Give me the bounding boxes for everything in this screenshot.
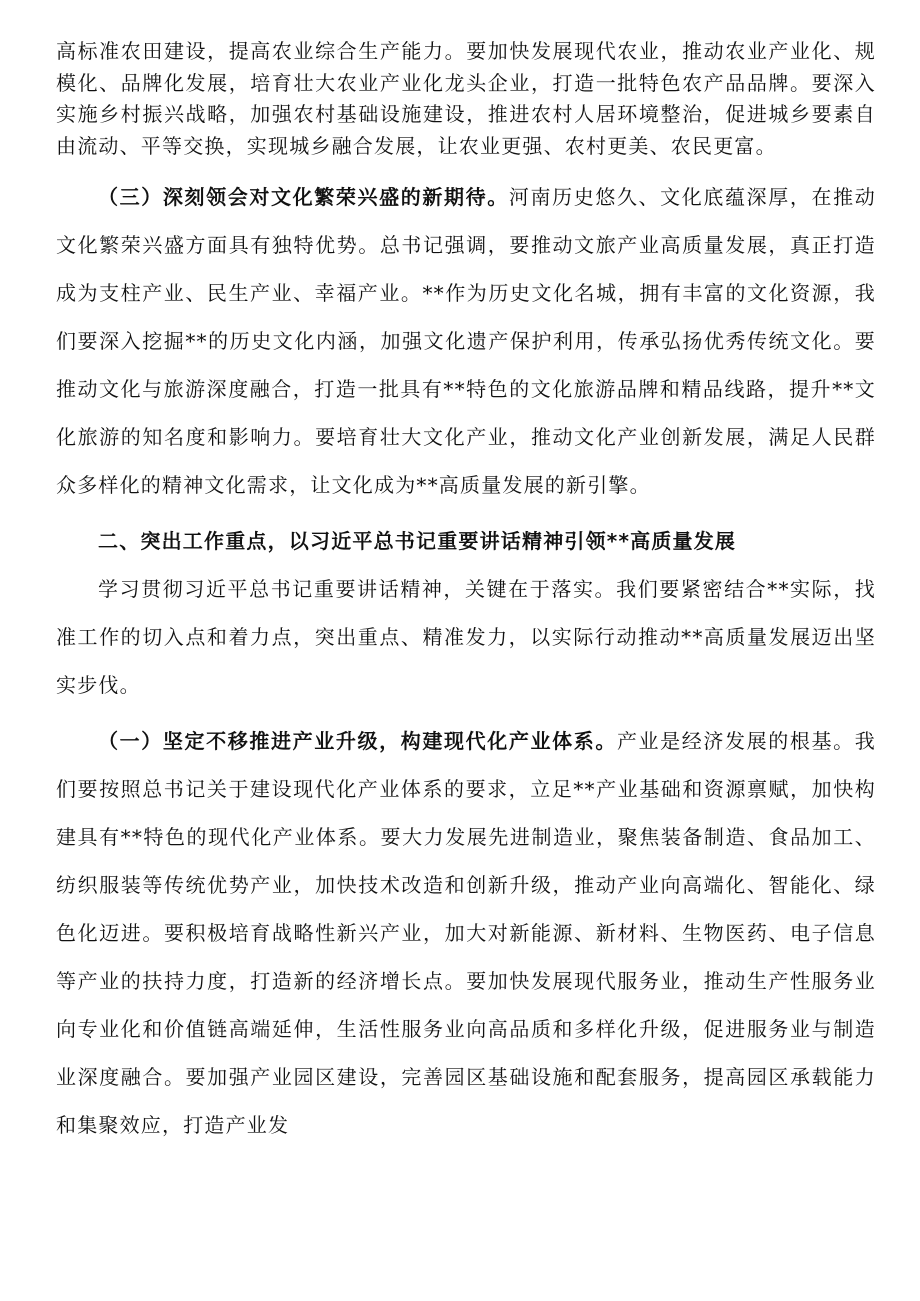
subheading-industry: （一）坚定不移推进产业升级，构建现代化产业体系。 xyxy=(98,729,617,753)
paragraph-rural-development: 高标准农田建设，提高农业综合生产能力。要加快发展现代农业，推动农业产业化、规模化、品牌化发展，培育壮大农业产业化龙头企业，打造一批特色农产品品牌。要深入实施乡村振兴战略，加强农村基础设施建设，推进农村人居环境整治，促进城乡要素自由流动、平等交换，实现城乡融合发展，让农业更强、农村更美、农民更富。 xyxy=(56,39,876,158)
paragraph-culture-prosperity xyxy=(56,173,876,509)
paragraph-industry-body: 产业是经济发展的根基。我们要按照总书记关于建设现代化产业体系的要求，立足**产业基础和资源禀赋，加快构建具有**特色的现代化产业体系。要大力发展先进制造业，聚焦装备制造、食品加工、纺织服装等传统优势产业，加快技术改造和创新升级，推动产业向高端化、智能化、绿色化迈进。要积极培育战略性新兴产业，加大对新能源、新材料、生物医药、电子信息等产业的扶持力度，打造新的经济增长点。要加快发展现代服务业，推动生产性服务业向专业化和价值链高端延伸，生活性服务业向高品质和多样化升级，促进服务业与制造业深度融合。要加强产业园区建设，完善园区基础设施和配套服务，提高园区承载能力和集聚效应，打造产业发 xyxy=(56,729,876,1137)
subheading-culture: （三）深刻领会对文化繁荣兴盛的新期待。 xyxy=(98,185,509,209)
paragraph-industry-upgrade xyxy=(56,717,876,1149)
paragraph-implementation: 学习贯彻习近平总书记重要讲话精神，关键在于落实。我们要紧密结合**实际，找准工作的切入点和着力点，突出重点、精准发力，以实际行动推动**高质量发展迈出坚实步伐。 xyxy=(56,577,876,697)
spacer xyxy=(56,162,876,173)
spacer xyxy=(56,509,876,517)
paragraph-culture-body: 河南历史悠久、文化底蕴深厚，在推动文化繁荣兴盛方面具有独特优势。总书记强调，要推动文旅产业高质量发展，真正打造成为支柱产业、民生产业、幸福产业。**作为历史文化名城，拥有丰富的文化资源，我们要深入挖掘**的历史文化内涵，加强文化遗产保护利用，传承弘扬优秀传统文化。要推动文化与旅游深度融合，打造一批具有**特色的文化旅游品牌和精品线路，提升**文化旅游的知名度和影响力。要培育壮大文化产业，推动文化产业创新发展，满足人民群众多样化的精神文化需求，让文化成为**高质量发展的新引擎。 xyxy=(56,185,876,497)
section-heading-two: 二、突出工作重点，以习近平总书记重要讲话精神引领**高质量发展 xyxy=(98,529,737,553)
spacer xyxy=(56,709,876,717)
document-page xyxy=(56,36,876,1149)
